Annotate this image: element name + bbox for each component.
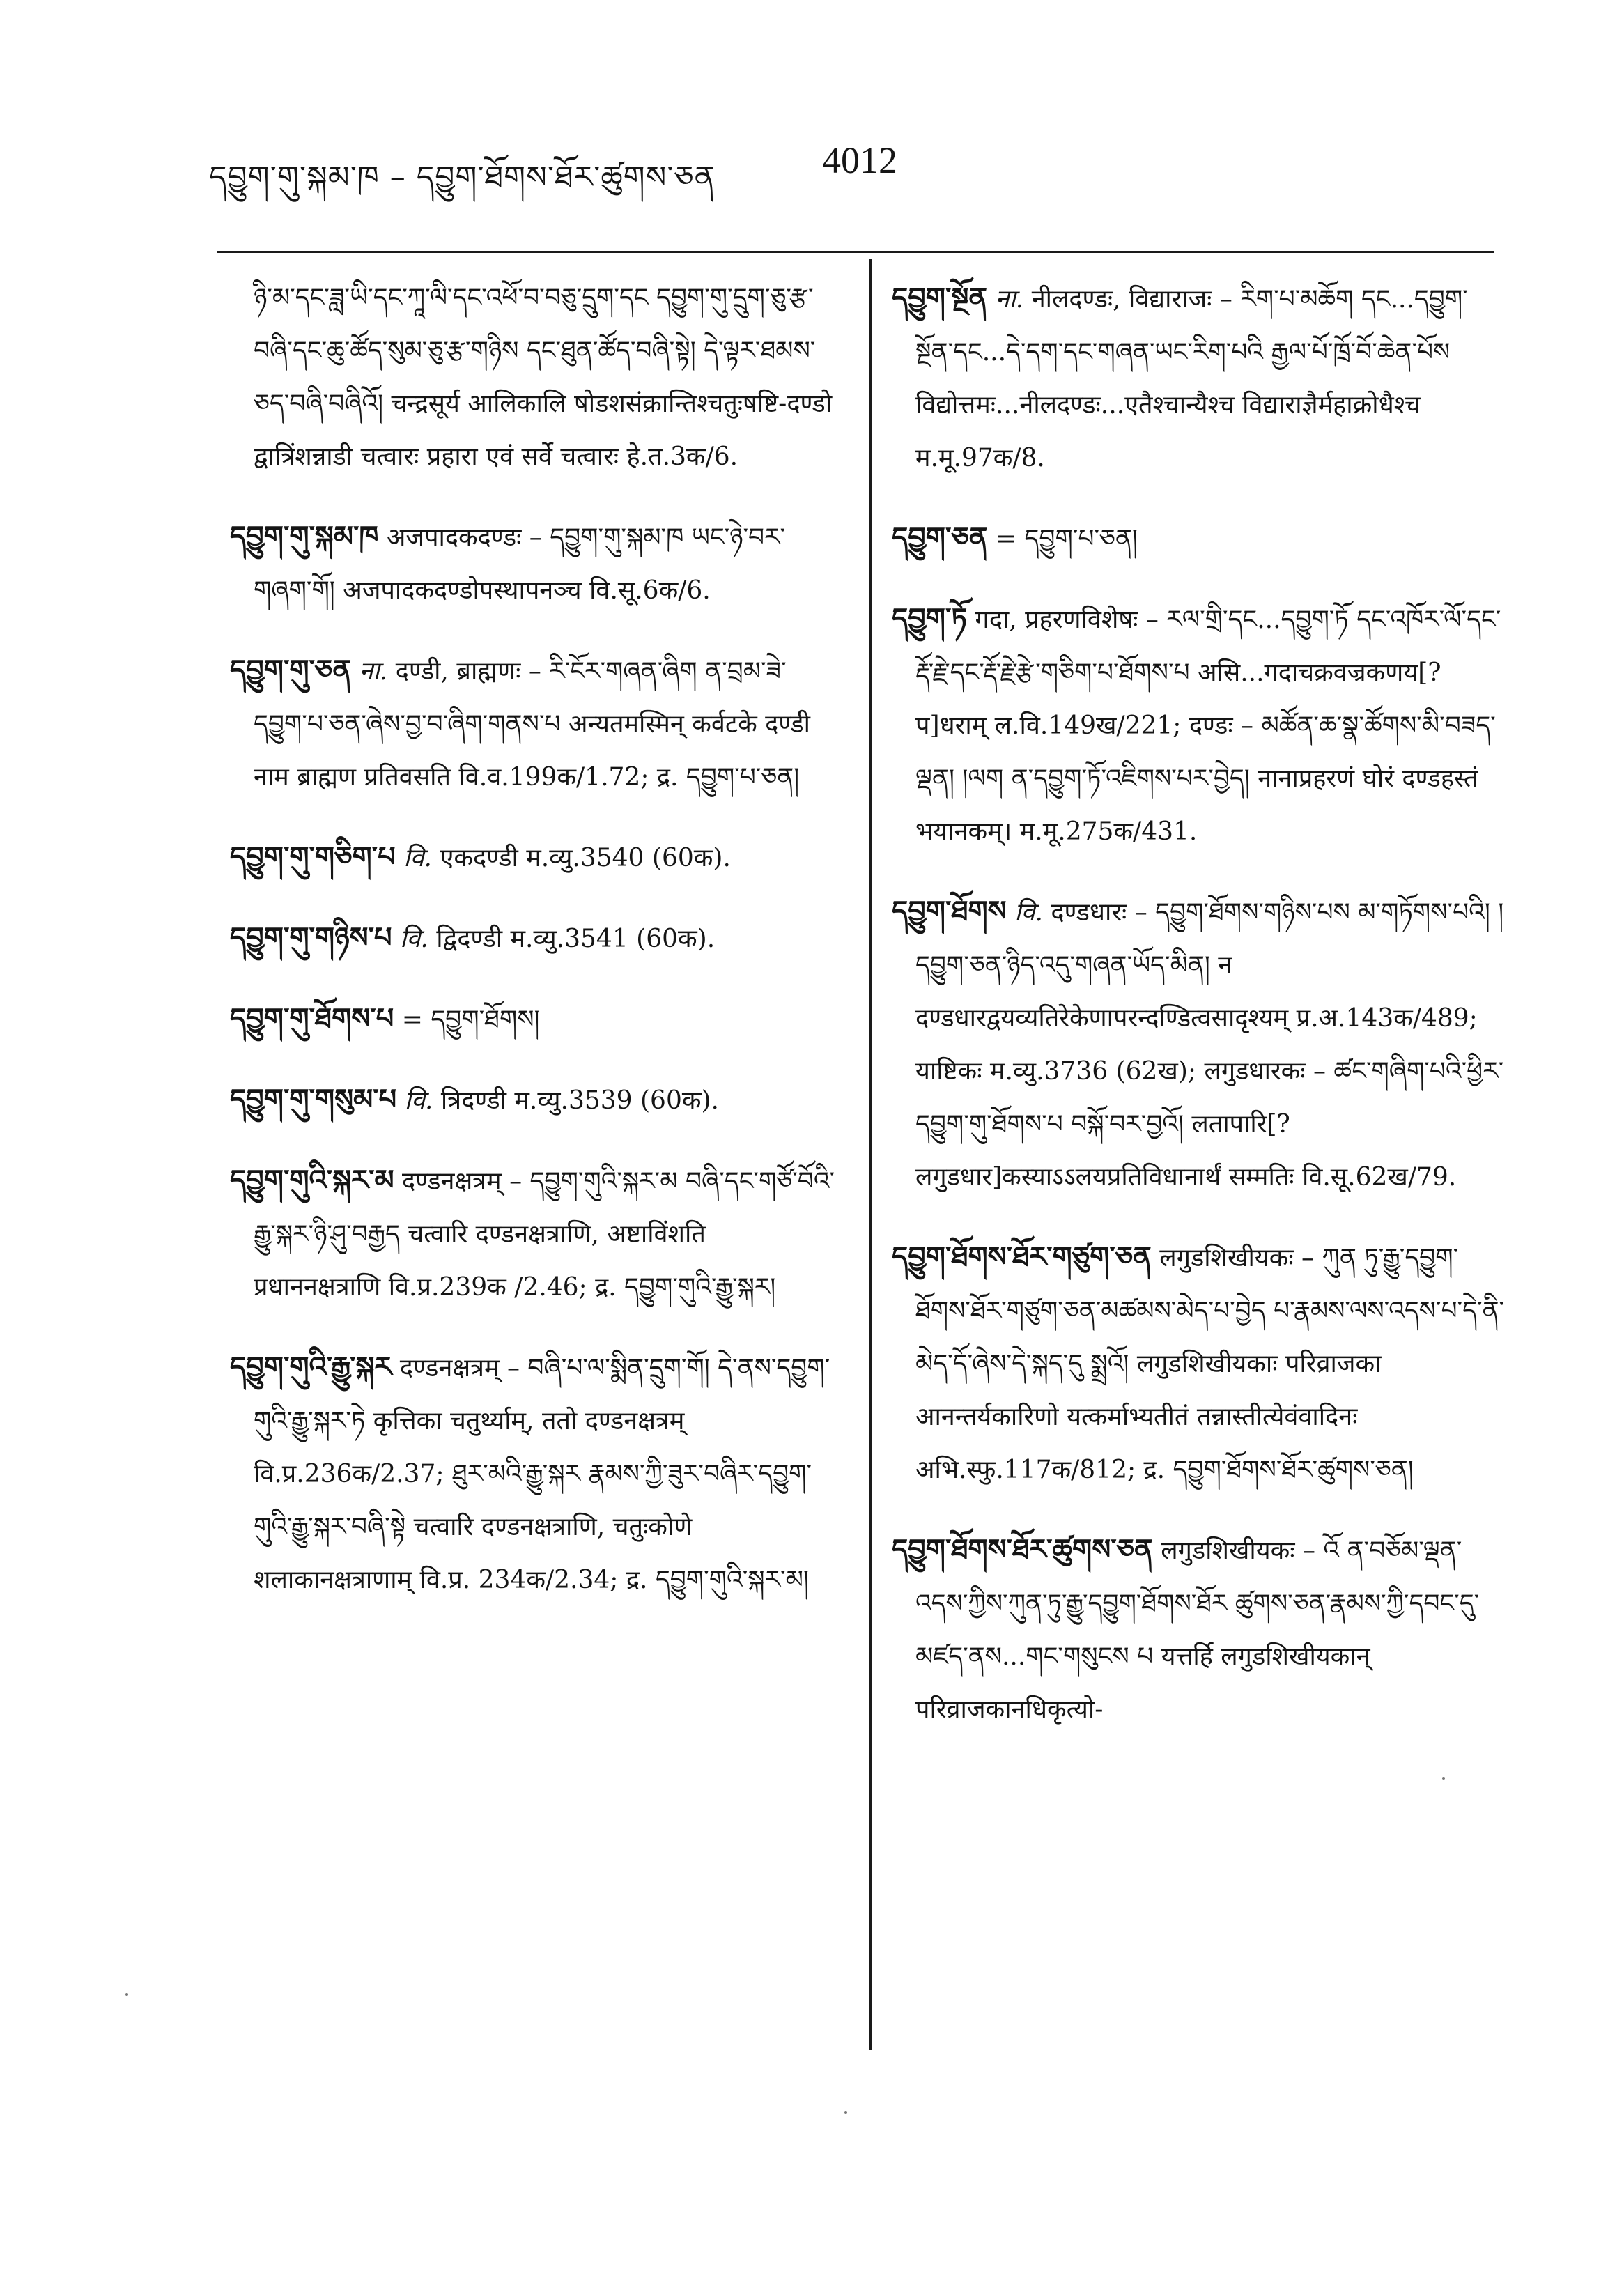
column-divider	[869, 259, 872, 2050]
headword: དབྱུག་གུ་ཐོགས་པ	[230, 1002, 394, 1035]
grammar-tag: ना.	[995, 285, 1024, 314]
grammar-tag: वि.	[403, 844, 432, 872]
entry	[230, 831, 840, 885]
page-number: 4012	[822, 139, 897, 181]
headword: དབྱུག་གུ་སྐམ་ཁ	[230, 520, 379, 553]
entry	[892, 1231, 1505, 1497]
headword: དབྱུག་གུའི་སྐར་མ	[230, 1164, 394, 1196]
entry-body: त्रिदण्डी म.व्यु.3539 (60क).	[440, 1086, 720, 1115]
headword: དབྱུག་གུ་ཅན	[230, 654, 352, 686]
entry-body: लगुडशिखीयकः – འོ ན་བཅོམ་ལྡན་འདས་ཀྱིས་ཀུན་ཏུ་རྒྱུ་དབྱུག་ཐོགས་ཐོར ཚུགས་ཅན་རྣམས་ཀྱི་དབང་དུ་མཛད་ནས...གང་གསུངས པ यत्तर्हि लगुडशिखीयकान् परिव्राजकानधिकृत्यो-	[915, 1536, 1480, 1724]
entry	[230, 911, 840, 966]
entry	[230, 1154, 840, 1314]
entry-body: द्विदण्डी म.व्यु.3541 (60क).	[436, 925, 716, 953]
entry	[892, 272, 1505, 485]
entry	[892, 885, 1505, 1204]
entry-body: गदा, प्रहरणविशेषः – རལ་གྲི་དང...དབྱུག་ཏོ དང་འཁོར་ལོ་དང་རྡོ་རྗེ་དང་རྡོ་རྗེ་རྩེ་གཅིག་པ་ཐོགས་པ असि...गदाचक्रवज्रकणय[?प]धराम् ल.वि.149ख/221; दण्डः – མཚོན་ཆ་སྣ་ཚོགས་མི་བཟད་ལྡན། །ལག ན་དབྱུག་ཏོ་འཇིགས་པར་བྱེད། नानाप्रहरणं घोरं दण्डहस्तं भयानकम्। म.मू.275क/431.	[915, 606, 1501, 846]
entry	[230, 1073, 840, 1127]
scan-speck	[125, 1993, 128, 1996]
entry-body: दण्डनक्षत्रम् – བཞི་པ་ལ་སྨིན་དྲུག་གོ། དེ་ནས་དབྱུག་གུའི་རྒྱུ་སྐར་ཏེ कृत्तिका चतुर्थ्याम्, ततो दण्डनक्षत्रम् वि.प्र.236क/2.37; ཐུར་མའི་རྒྱུ་སྐར རྣམས་ཀྱི་ཟུར་བཞིར་དབྱུག་གུའི་རྒྱུ་སྐར་བཞི་སྟེ चत्वारि दण्डनक्षत्राणि, चतुःकोणे शलाकानक्षत्राणाम् वि.प्र. 234क/2.34; द्र. དབྱུག་གུའི་སྐར་མ།	[254, 1354, 830, 1594]
entry	[230, 992, 840, 1047]
entry	[230, 510, 840, 617]
entry	[230, 1341, 840, 1607]
entry-body: ཉི་མ་དང་ཟླ་ཡི་དང་ཀཱ་ལི་དང་འཕོ་བ་བཅུ་དྲུག་དང དབྱུག་གུ་དྲུག་ཅུ་རྩ་བཞི་དང་ཆུ་ཚོད་སུམ་ཅུ་རྩ་གཉིས དང་ཐུན་ཚོད་བཞི་སྟེ། དེ་ལྟར་ཐམས་ཅད་བཞི་བཞིའོ། चन्द्रसूर्य आलिकालि षोडशसंक्रान्तिश्चतुःषष्टि-दण्डो द्वात्रिंशन्नाडी चत्वारः प्रहारा एवं सर्वे चत्वारः हे.त.3क/6.	[254, 284, 833, 471]
grammar-tag: वि.	[1014, 898, 1043, 927]
headword: དབྱུག་སྔོན	[892, 282, 988, 314]
entry	[892, 511, 1505, 566]
headword: དབྱུག་ཐོགས་ཐོར་ཚུགས་ཅན	[892, 1533, 1153, 1566]
entry-continuation	[230, 272, 840, 484]
entry	[230, 644, 840, 804]
scan-speck	[1442, 1777, 1445, 1780]
entry-body: = དབྱུག་ཐོགས།	[401, 1005, 540, 1034]
headword: དབྱུག་གུ་གཉིས་པ	[230, 921, 392, 954]
entry-body: अजपादकदण्डः – དབྱུག་གུ་སྐམ་ཁ ཡང་ཉེ་བར་གཞག་གོ། अजपादकदण्डोपस्थापनञ्च वि.सू.6क/6.	[254, 523, 786, 605]
grammar-tag: वि.	[404, 1086, 433, 1115]
entry-body: दण्डी, ब्राह्मणः – རི་ངོར་གཞན་ཞིག ན་བྲམ་ཟེ་དབྱུག་པ་ཅན་ཞེས་བྱ་བ་ཞིག་གནས་པ अन्यतमस्मिन् कर्वटके दण्डी नाम ब्राह्मण प्रतिवसति वि.व.199क/1.72; द्र. དབྱུག་པ་ཅན།	[254, 657, 810, 792]
entry-body: दण्डधारः – དབྱུག་ཐོགས་གཉིས་པས མ་གཏོགས་པའི། །དབྱུག་ཅན་ཉིད་འདུ་གཞན་ཡོད་མིན། न दण्डधारद्वयव्यतिरेकेणापरन्दण्डित्वसादृश्यम् प्र.अ.143क/489; याष्टिकः म.व्यु.3736 (62ख); लगुडधारकः – ཚང་གཞིག་པའི་ཕྱིར་དབྱུག་གུ་ཐོགས་པ བསྐོ་བར་བྱའོ། लतापारि[?लगुडधार]कस्याऽऽलयप्रतिविधानार्थं सम्मतिः वि.सू.62ख/79.	[915, 898, 1504, 1192]
headword: དབྱུག་གུ་གཅིག་པ	[230, 840, 396, 873]
left-column	[230, 272, 840, 1633]
page-header	[209, 139, 1533, 206]
headword: དབྱུག་ཅན	[892, 521, 988, 554]
headword: དབྱུག་གུ་གསུམ་པ	[230, 1083, 397, 1116]
entry	[892, 1523, 1505, 1736]
headword: དབྱུག་ཐོགས་ཐོར་གཙུག་ཅན	[892, 1240, 1152, 1273]
grammar-tag: ना.	[359, 657, 388, 686]
entry	[892, 592, 1505, 858]
entry-body: दण्डनक्षत्रम् – དབྱུག་གུའི་སྐར་མ བཞི་དང་གཙོ་བོའི་རྒྱུ་སྐར་ཉི་ཤུ་བརྒྱད चत्वारि दण्डनक्षत्राणि, अष्टाविंशति प्रधाननक्षत्राणि वि.प्र.239क /2.46; द्र. དབྱུག་གུའི་རྒྱུ་སྐར།	[254, 1167, 835, 1302]
entry-body: = དབྱུག་པ་ཅན།	[995, 525, 1138, 553]
running-head: དབྱུག་གུ་སྐམ་ཁ – དབྱུག་ཐོགས་ཐོར་ཚུགས་ཅན	[209, 160, 716, 195]
grammar-tag: वि.	[399, 925, 428, 953]
headword: དབྱུག་ཏོ	[892, 602, 968, 635]
right-column	[892, 272, 1505, 1763]
scan-speck	[844, 2111, 847, 2114]
entry-body: लगुडशिखीयकः – ཀུན ཏུ་རྒྱུ་དབྱུག་ཐོགས་ཐོར་གཙུག་ཅན་མཚམས་མེད་པ་བྱེད པ་རྣམས་ལས་འདས་པ་དེ་ནི་མེད་དོ་ཞེས་དེ་སྐད་དུ སྨྲའོ། लगुडशिखीयकाः परिव्राजका आनन्तर्यकारिणो यत्कर्माभ्यतीतं तन्नास्तीत्येवंवादिनः अभि.स्फु.117क/812; द्र. དབྱུག་ཐོགས་ཐོར་ཚུགས་ཅན།	[915, 1244, 1505, 1484]
entry-body: एकदण्डी म.व्यु.3540 (60क).	[440, 844, 731, 872]
headword: དབྱུག་ཐོགས	[892, 895, 1007, 927]
headword: དབྱུག་གུའི་རྒྱུ་སྐར	[230, 1350, 392, 1383]
header-rule	[217, 251, 1494, 253]
entry-body: नीलदण्डः, विद्याराजः – རིག་པ་མཆོག དང...དབྱུག་སྔོན་དང...དེ་དག་དང་གཞན་ཡང་རིག་པའི རྒྱལ་པོ་ཁྲོ་བོ་ཆེན་པོས विद्योत्तमः...नीलदण्डः...एतैश्चान्यैश्च विद्याराज्ञैर्महाक्रोधैश्च म.मू.97क/8.	[915, 285, 1468, 472]
